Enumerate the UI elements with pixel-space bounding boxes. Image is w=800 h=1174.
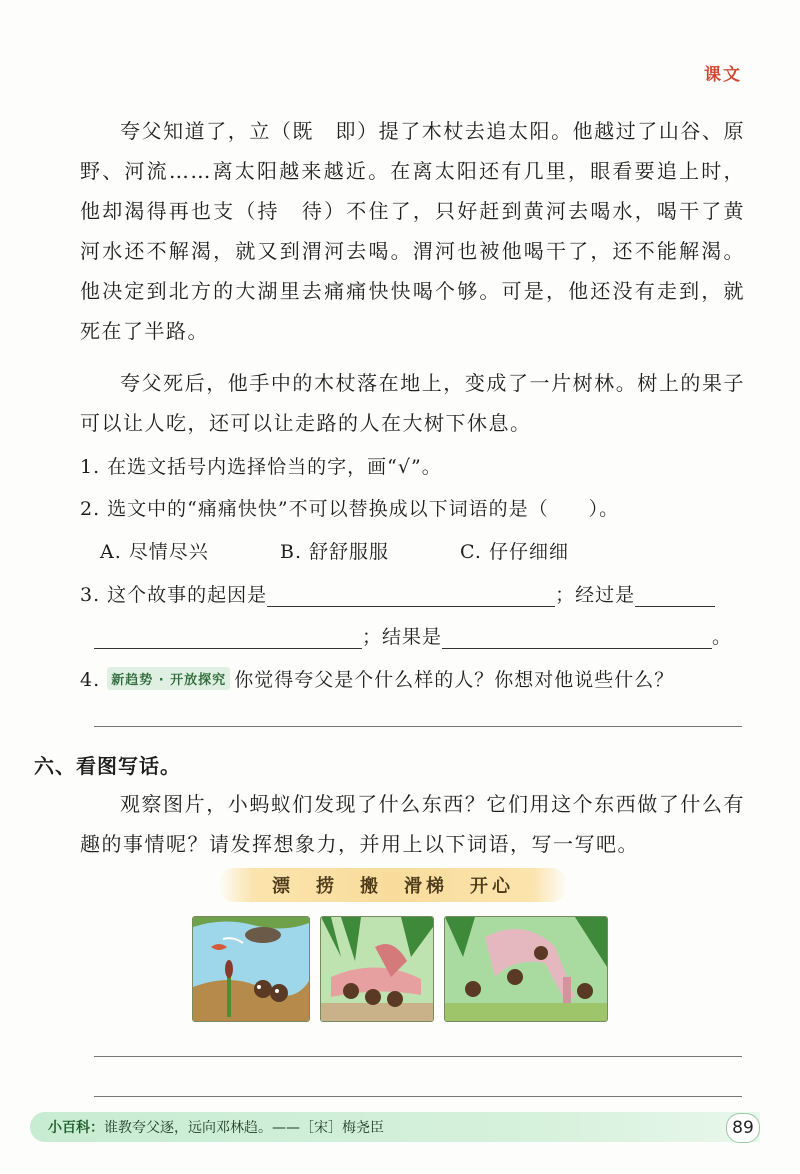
answer-blank-process[interactable] [635, 584, 715, 607]
question-3-line-2 [94, 622, 732, 649]
option-a: A. 尽情尽兴 [100, 541, 209, 563]
option-c: C. 仔仔细细 [460, 541, 569, 563]
question-3-process-label: ；经过是 [555, 584, 636, 606]
word-bank [218, 868, 568, 902]
picture-3-slide [444, 916, 608, 1022]
picture-2-shoe [320, 916, 434, 1022]
option-b: B. 舒舒服服 [280, 541, 390, 563]
question-2: 2. 选文中的“痛痛快快”不可以替换成以下词语的是（ ）。 [80, 498, 620, 520]
new-trend-tag: 新趋势 · 开放探究 [107, 667, 230, 690]
section-6-instructions: 观察图片，小蚂蚁们发现了什么东西？它们用这个东西做了什么有趣的事情呢？请发挥想象力，并用上以下词语，写一写吧。 [80, 792, 745, 856]
page-number: 89 [726, 1113, 760, 1143]
question-4 [80, 665, 674, 692]
answer-blank-result[interactable] [442, 626, 712, 649]
answer-blank-cause[interactable] [267, 584, 555, 607]
question-3-result-label: ；结果是 [362, 626, 443, 648]
section-6-heading: 六、看图写话。 [34, 754, 181, 778]
section-tag: 课文 [704, 65, 742, 85]
word-2: 捞 [316, 876, 338, 897]
story-paragraph-2: 夸父死后，他手中的木杖落在地上，变成了一片树林。树上的果子可以让人吃，还可以让走路的人在大树下休息。 [80, 371, 745, 435]
word-3: 搬 [360, 876, 382, 897]
footer-label: 小百科： [48, 1120, 104, 1136]
question-4-number: 4. [80, 669, 101, 691]
answer-line-q4[interactable] [94, 726, 742, 727]
word-5: 开心 [470, 876, 514, 897]
question-1: 1. 在选文括号内选择恰当的字，画“√”。 [80, 456, 442, 478]
footer-quote [48, 1117, 384, 1137]
writing-line-1[interactable] [94, 1056, 742, 1057]
writing-line-2[interactable] [94, 1096, 742, 1097]
question-3 [80, 580, 715, 607]
picture-1-river [192, 916, 310, 1022]
question-4-text: 你觉得夸父是个什么样的人？你想对他说些什么？ [234, 669, 675, 691]
footer-quote-text: 谁教夸父逐，远向邓林趋。——［宋］梅尧臣 [104, 1120, 384, 1136]
question-3-cause-label: 3. 这个故事的起因是 [80, 584, 268, 606]
answer-blank-process-cont[interactable] [94, 626, 362, 649]
word-1: 漂 [272, 876, 294, 897]
question-3-end: 。 [712, 626, 733, 648]
word-4: 滑梯 [404, 876, 448, 897]
story-paragraph-1: 夸父知道了，立（既 即）提了木杖去追太阳。他越过了山谷、原野、河流……离太阳越来越近。在离太阳还有几里，眼看要追上时，他却渴得再也支（持 待）不住了，只好赶到黄河去喝水，喝干了黄河水还不解渴，就又到渭河去喝。渭河也被他喝干了，还不能解渴。他决定到北方的大湖里去痛痛快快喝个够。可是，他还没有走到，就死在了半路。 [80, 119, 745, 343]
